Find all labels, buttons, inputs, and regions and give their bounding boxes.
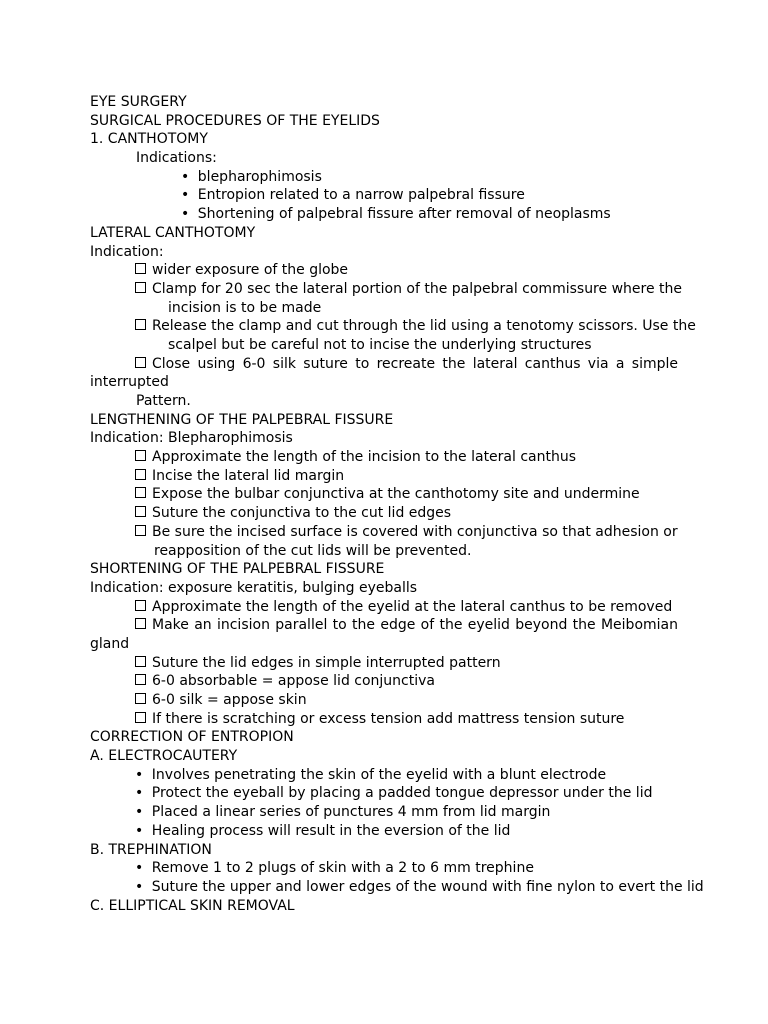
bullet-text: Suture the upper and lower edges of the wound with fine nylon to evert the lid (151, 878, 704, 895)
checklist-item (90, 355, 678, 374)
checkbox-icon (135, 674, 146, 685)
checklist-item (90, 485, 678, 504)
bullet-text: blepharophimosis (197, 168, 322, 185)
checklist-continuation: scalpel but be careful not to incise the underlying structures (168, 336, 592, 353)
checklist-continuation: gland (90, 635, 130, 652)
bullet-item (90, 878, 704, 897)
section-heading-lateral-canthotomy: LATERAL CANTHOTOMY (90, 224, 256, 241)
bullet-item (90, 205, 678, 224)
checklist-continuation: Pattern. (136, 393, 191, 409)
checklist-item (90, 467, 678, 486)
document-page (90, 93, 704, 915)
checklist-text: 6-0 silk = appose skin (152, 692, 307, 708)
checklist-text: wider exposure of the globe (152, 262, 349, 279)
checkbox-icon (135, 450, 146, 461)
checkbox-icon (135, 319, 146, 330)
checklist-item (90, 691, 678, 710)
bullet-icon: • (135, 860, 144, 877)
checklist-text: 6-0 absorbable = appose lid conjunctiva (152, 673, 435, 690)
checkbox-icon (135, 618, 146, 629)
subsection-heading-elliptical-skin-removal: C. ELLIPTICAL SKIN REMOVAL (90, 897, 295, 914)
checklist-text: If there is scratching or excess tension add mattress tension suture (152, 710, 625, 727)
checklist-item (90, 280, 682, 299)
checkbox-icon (135, 656, 146, 667)
checklist-continuation: incision is to be made (168, 299, 322, 316)
checklist-item (90, 710, 678, 729)
checkbox-icon (135, 469, 146, 480)
checklist-text: Close using 6-0 silk suture to recreate the lateral canthus via a simple (152, 355, 678, 372)
bullet-icon: • (181, 206, 190, 223)
indication-label: Indication: Blepharophimosis (90, 430, 293, 447)
bullet-text: Protect the eyeball by placing a padded tongue depressor under the lid (151, 785, 653, 802)
bullet-text: Placed a linear series of punctures 4 mm from lid margin (151, 804, 551, 821)
checkbox-icon (135, 282, 146, 293)
bullet-item (90, 784, 678, 803)
bullet-icon: • (135, 766, 144, 783)
document-subtitle: SURGICAL PROCEDURES OF THE EYELIDS (90, 112, 380, 129)
checklist-continuation: interrupted (90, 374, 169, 391)
bullet-item (90, 859, 678, 878)
subsection-heading-trephination: B. TREPHINATION (90, 841, 212, 858)
bullet-icon: • (181, 168, 190, 185)
checklist-text: Expose the bulbar conjunctiva at the canthotomy site and undermine (152, 486, 640, 503)
indications-label: Indications: (136, 150, 217, 167)
checklist-item (90, 317, 696, 336)
checkbox-icon (135, 487, 146, 498)
section-heading-lengthening: LENGTHENING OF THE PALPEBRAL FISSURE (90, 411, 394, 428)
checkbox-icon (135, 525, 146, 536)
checklist-continuation: reapposition of the cut lids will be prevented. (154, 542, 472, 559)
checklist-item (90, 672, 678, 691)
checklist-item (90, 616, 678, 635)
section-heading-shortening: SHORTENING OF THE PALPEBRAL FISSURE (90, 561, 385, 578)
section-heading-entropion: CORRECTION OF ENTROPION (90, 729, 294, 746)
bullet-item (90, 186, 678, 205)
bullet-item (90, 766, 678, 785)
checklist-text: Release the clamp and cut through the lid using a tenotomy scissors. Use the (152, 318, 696, 335)
bullet-text: Entropion related to a narrow palpebral fissure (197, 187, 525, 204)
indication-label: Indication: exposure keratitis, bulging eyeballs (90, 579, 418, 596)
bullet-icon: • (135, 804, 144, 821)
bullet-text: Healing process will result in the eversion of the lid (151, 822, 511, 839)
bullet-text: Involves penetrating the skin of the eyelid with a blunt electrode (151, 766, 607, 783)
checkbox-icon (135, 600, 146, 611)
checklist-item (90, 523, 678, 542)
bullet-icon: • (135, 785, 144, 802)
checkbox-icon (135, 263, 146, 274)
checkbox-icon (135, 357, 146, 368)
bullet-icon: • (135, 822, 144, 839)
bullet-item (90, 168, 678, 187)
checklist-item (90, 654, 678, 673)
bullet-item (90, 803, 678, 822)
checklist-text: Be sure the incised surface is covered with conjunctiva so that adhesion or (152, 523, 678, 540)
indication-label: Indication: (90, 243, 164, 260)
bullet-icon: • (181, 187, 190, 204)
document-title: EYE SURGERY (90, 94, 187, 110)
checkbox-icon (135, 712, 146, 723)
checklist-item (90, 598, 678, 617)
checklist-item (90, 504, 678, 523)
checklist-text: Clamp for 20 sec the lateral portion of the palpebral commissure where the (152, 280, 682, 297)
checkbox-icon (135, 506, 146, 517)
bullet-text: Remove 1 to 2 plugs of skin with a 2 to 6 mm trephine (151, 860, 534, 877)
checklist-text: Approximate the length of the eyelid at the lateral canthus to be removed (152, 598, 673, 615)
checklist-text: Suture the conjunctiva to the cut lid edges (152, 505, 452, 522)
checklist-item (90, 448, 678, 467)
bullet-item (90, 822, 678, 841)
section-heading-canthotomy: 1. CANTHOTOMY (90, 131, 208, 148)
bullet-text: Shortening of palpebral fissure after removal of neoplasms (197, 206, 611, 223)
checklist-text: Approximate the length of the incision to the lateral canthus (152, 449, 577, 466)
bullet-icon: • (135, 878, 144, 895)
checklist-item (90, 261, 678, 280)
subsection-heading-electrocautery: A. ELECTROCAUTERY (90, 748, 238, 765)
checklist-text: Suture the lid edges in simple interrupted pattern (152, 654, 501, 671)
checklist-text: Make an incision parallel to the edge of the eyelid beyond the Meibomian (152, 617, 678, 634)
checklist-text: Incise the lateral lid margin (152, 467, 345, 484)
checkbox-icon (135, 693, 146, 704)
